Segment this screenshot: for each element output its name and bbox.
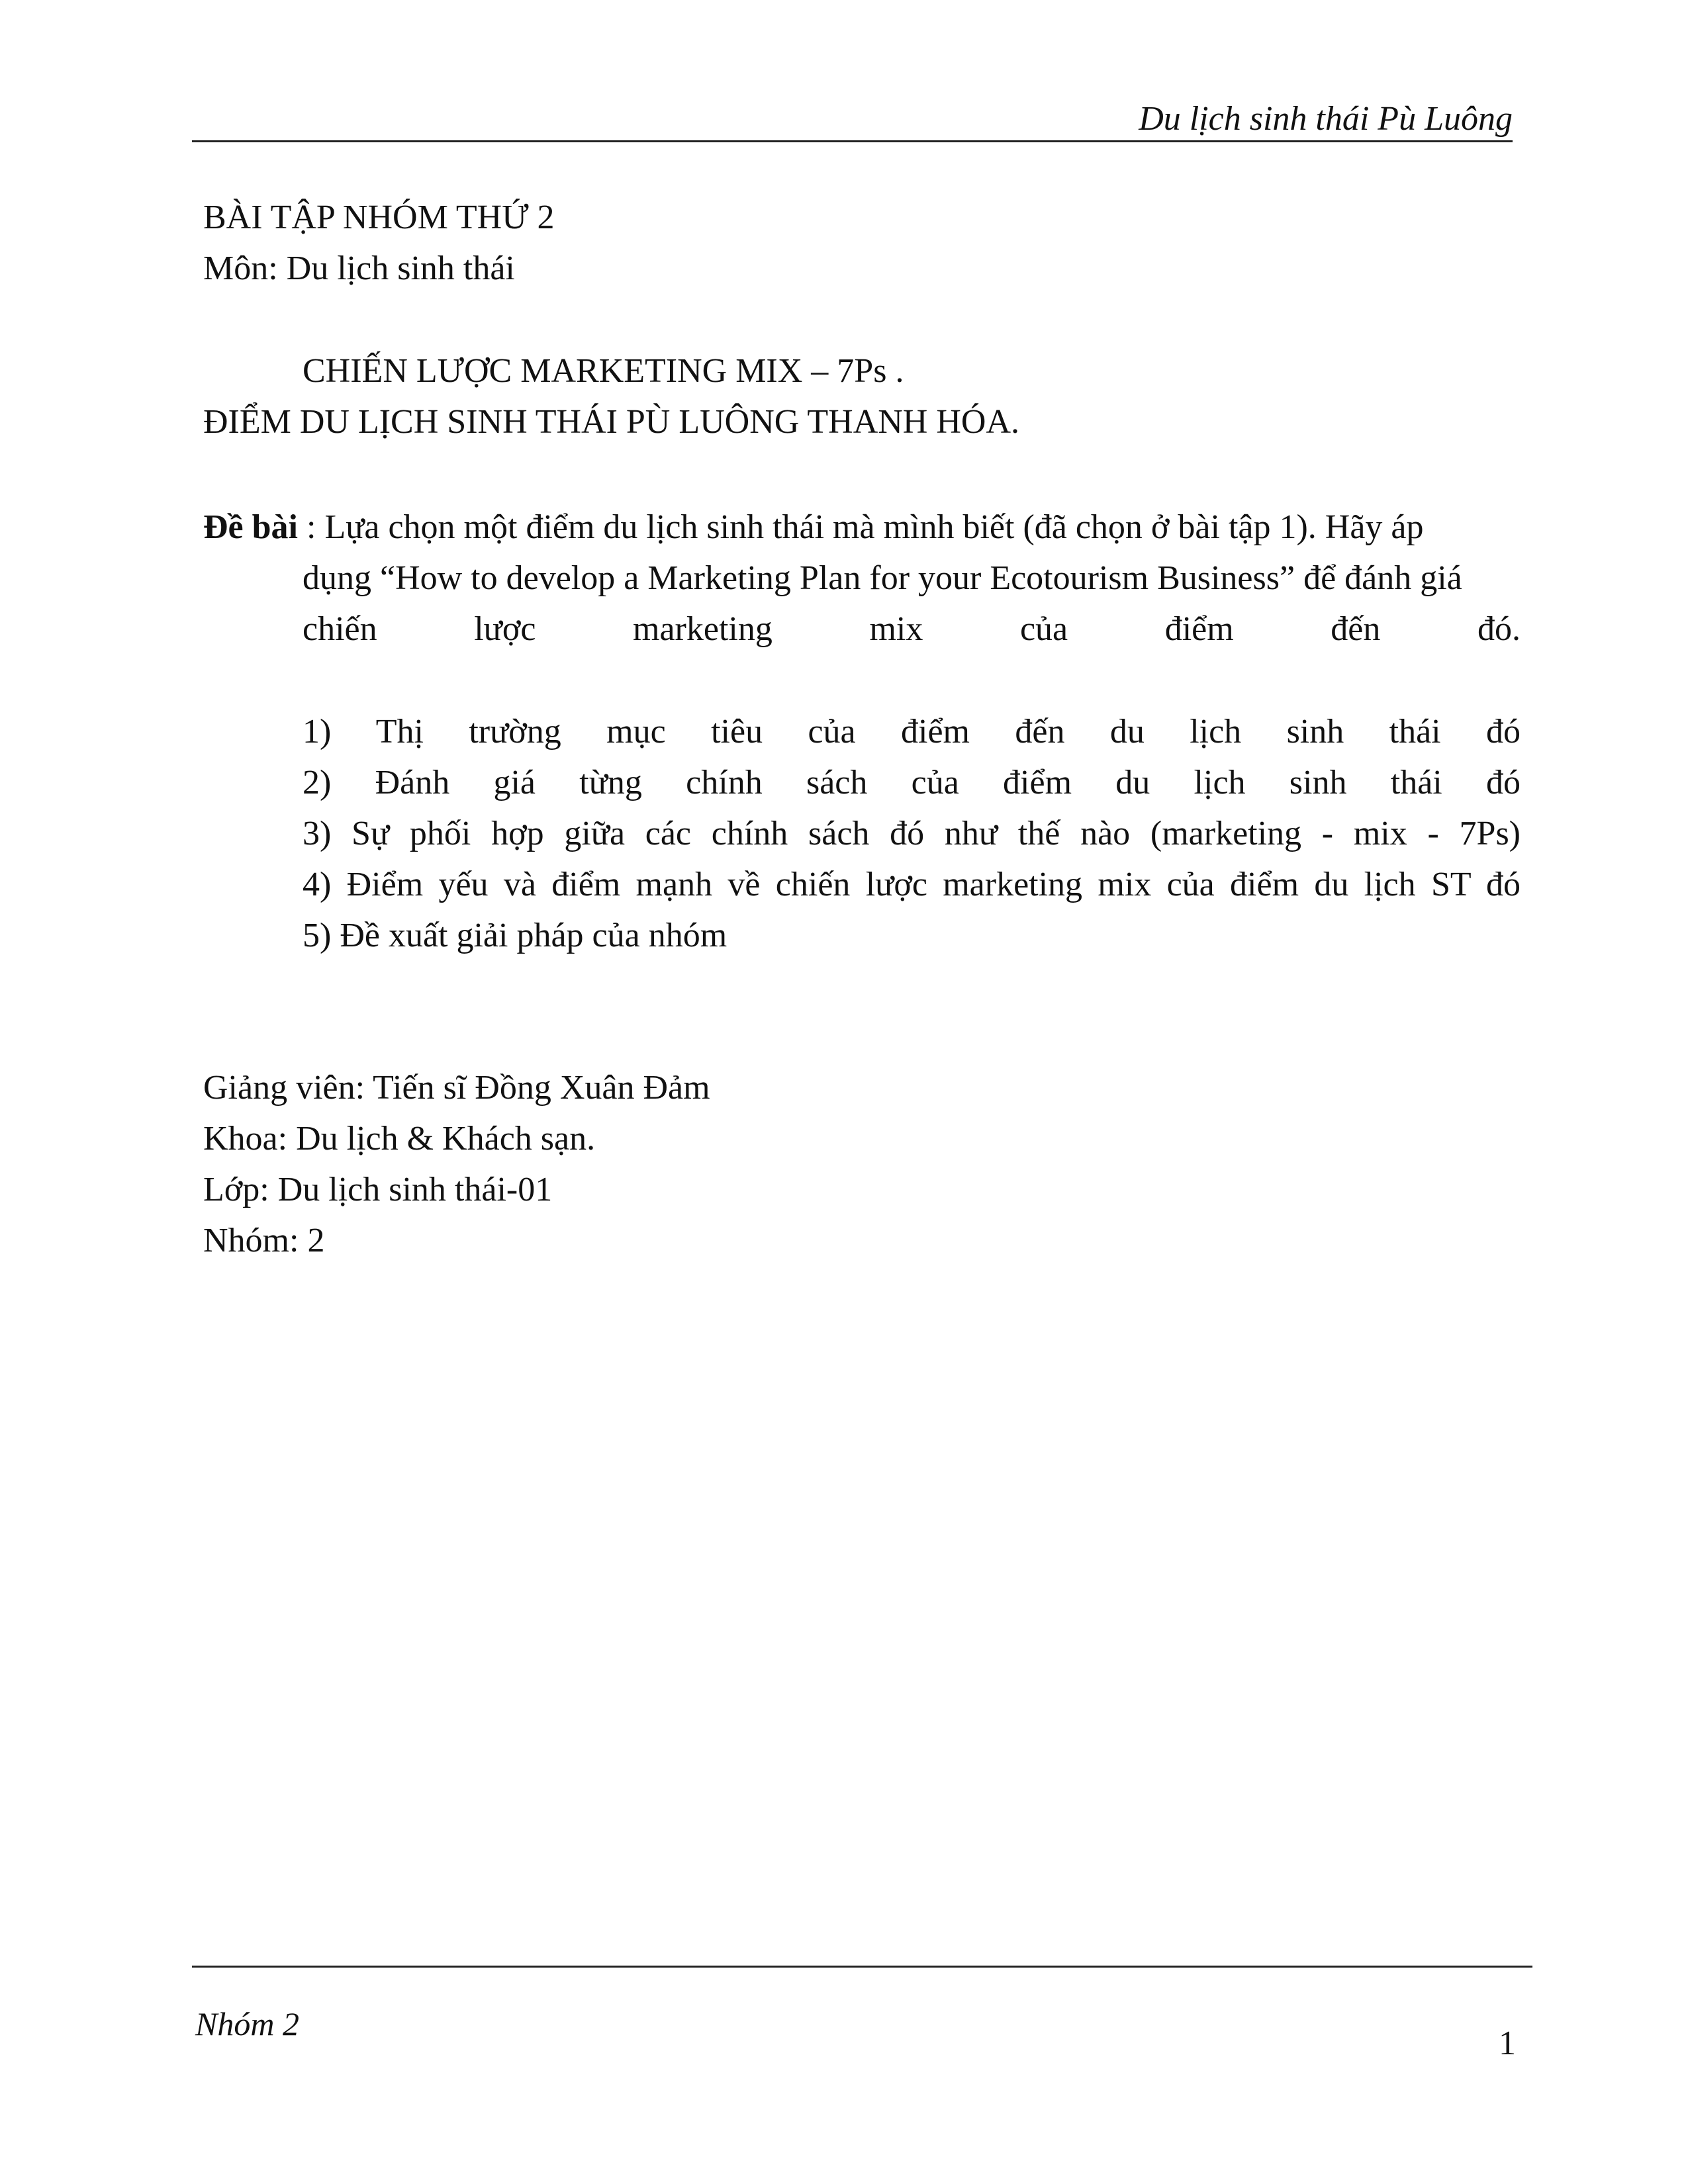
question-item: 4) Điểm yếu và điểm mạnh về chiến lược marketing mix của điểm du lịch ST đó xyxy=(303,866,1521,903)
running-header-title: Du lịch sinh thái Pù Luông xyxy=(1139,100,1513,138)
assignment-title: BÀI TẬP NHÓM THỨ 2 xyxy=(203,199,555,236)
question-item: 3) Sự phối hợp giữa các chính sách đó như thế nào (marketing - mix - 7Ps) xyxy=(303,815,1521,852)
course-info xyxy=(203,1062,710,1266)
group-line: Nhóm: 2 xyxy=(203,1222,325,1259)
assignment-section xyxy=(203,502,1521,655)
assignment-text-1: : Lựa chọn một điểm du lịch sinh thái mà mình biết (đã chọn ở bài tập 1). Hãy áp xyxy=(298,508,1424,546)
question-item: 2) Đánh giá từng chính sách của điểm du lịch sinh thái đó xyxy=(303,764,1521,801)
question-item: 1) Thị trường mục tiêu của điểm đến du lịch sinh thái đó xyxy=(303,713,1521,751)
page-number: 1 xyxy=(1499,2025,1516,2062)
page-footer xyxy=(192,1966,1532,2062)
subject-line: Môn: Du lịch sinh thái xyxy=(203,250,515,287)
heading-line-2: ĐIỂM DU LỊCH SINH THÁI PÙ LUÔNG THANH HÓA. xyxy=(203,403,1020,441)
lecturer-line: Giảng viên: Tiến sĩ Đồng Xuân Đảm xyxy=(203,1069,710,1107)
question-item: 5) Đề xuất giải pháp của nhóm xyxy=(303,917,727,954)
assignment-text-2: dụng “How to develop a Marketing Plan for your Ecotourism Business” để đánh giá xyxy=(303,559,1462,597)
assignment-text-3: chiến lược marketing mix của điểm đến đó. xyxy=(303,610,1521,648)
class-line: Lớp: Du lịch sinh thái-01 xyxy=(203,1171,553,1208)
footer-group-label: Nhóm 2 xyxy=(195,2005,299,2042)
assignment-label: Đề bài xyxy=(203,508,298,546)
assignment-first-line xyxy=(203,502,1521,553)
question-list xyxy=(303,706,1521,961)
document-heading xyxy=(203,345,1019,447)
heading-line-1: CHIẾN LƯỢC MARKETING MIX – 7Ps . xyxy=(303,352,904,390)
faculty-line: Khoa: Du lịch & Khách sạn. xyxy=(203,1120,596,1158)
intro-block xyxy=(203,192,555,294)
page-header xyxy=(192,93,1513,142)
